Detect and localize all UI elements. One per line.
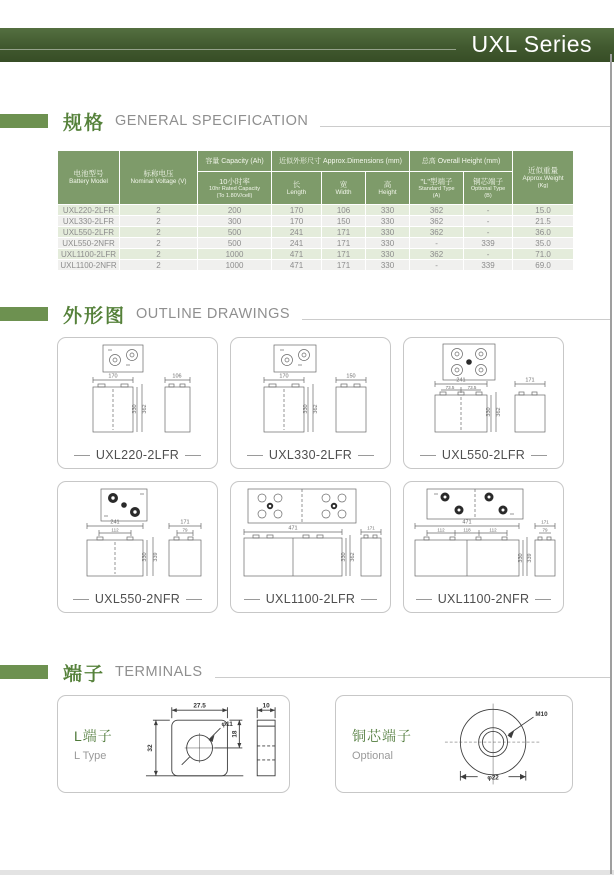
svg-text:M10: M10 [535,711,548,719]
outline-card-uxl550-2lfr [403,337,564,469]
col-battery-model: 电池型号 Battery Model [58,151,120,205]
svg-text:φ22: φ22 [487,774,499,782]
spec-table [57,150,574,271]
terminal-cards [57,695,614,793]
outline-drawing [237,486,384,582]
svg-text:471: 471 [462,519,472,526]
page-bottom-bar [0,870,614,875]
svg-text:112: 112 [437,527,445,533]
copper-label-en: Optional [352,750,393,762]
copper-terminal-drawing [418,698,572,790]
outline-card-uxl550-2nfr [57,481,218,613]
section-rule [215,677,612,678]
col-width: 宽 Width [322,172,366,205]
series-banner [0,28,614,62]
model-label: UXL550-2LFR [441,448,526,462]
section-marker [0,114,48,128]
col-standard-type: "L"型端子 Standard Type (A) [410,172,464,205]
table-row: UXL550-2NFR 2 500 241 171 330 - 339 35.0 [58,238,574,249]
svg-text:32: 32 [146,744,154,752]
label-line [416,599,432,600]
svg-text:339: 339 [527,553,533,563]
svg-text:φ11: φ11 [221,721,233,729]
svg-text:362: 362 [350,552,356,562]
svg-text:73.5: 73.5 [467,385,477,390]
outline-cards-grid [57,337,565,613]
label-line [244,599,260,600]
l-type-label-en: L Type [74,750,107,762]
svg-text:330: 330 [518,553,524,563]
svg-text:241: 241 [110,519,120,526]
svg-text:79: 79 [542,527,548,533]
spec-title-en: GENERAL SPECIFICATION [115,113,309,129]
svg-text:171: 171 [525,377,535,384]
svg-text:330: 330 [341,552,347,562]
model-label: UXL220-2LFR [95,448,180,462]
table-row: UXL1100-2NFR 2 1000 471 171 330 - 339 69.0 [58,260,574,271]
outline-title-zh: 外形图 [63,305,127,327]
label-line [247,455,263,456]
terminals-section-header [0,659,614,685]
table-row: UXL550-2LFR 2 500 241 171 330 362 - 36.0 [58,227,574,238]
svg-text:471: 471 [288,525,298,532]
terminals-title-zh: 端子 [63,663,106,685]
col-optional-type: 铜芯端子 Optional Type (B) [464,172,513,205]
series-title: UXL Series [471,31,592,57]
spec-section-header [0,108,614,134]
banner-divider-line [0,49,456,50]
model-label: UXL330-2LFR [268,448,353,462]
page-right-edge [610,54,612,874]
outline-drawing [410,342,557,438]
model-label: UXL550-2NFR [94,592,181,606]
l-type-label-zh: L端子 [74,728,113,744]
svg-text:18: 18 [231,730,239,738]
svg-text:330: 330 [303,404,309,414]
svg-text:330: 330 [486,407,492,417]
svg-text:106: 106 [172,373,182,380]
table-row: UXL1100-2LFR 2 1000 471 171 330 362 - 71.0 [58,249,574,260]
col-capacity-sub: 10小时率 10hr Rated Capacity (To 1.80V/cell) [198,172,272,205]
svg-text:73.5: 73.5 [445,385,455,390]
svg-text:241: 241 [456,377,466,384]
table-row: UXL330-2LFR 2 300 170 150 330 362 - 21.5 [58,216,574,227]
col-nominal-voltage: 标称电压 Nominal Voltage (V) [120,151,198,205]
outline-card-uxl220-2lfr [57,337,218,469]
svg-text:362: 362 [142,404,148,414]
terminal-card-copper [335,695,573,793]
svg-text:171: 171 [180,519,190,526]
label-line [186,599,202,600]
svg-text:170: 170 [108,373,118,380]
outline-card-uxl1100-2nfr [403,481,564,613]
outline-drawing [64,486,211,582]
svg-text:150: 150 [346,373,356,380]
col-capacity-group: 容量 Capacity (Ah) [198,151,272,172]
svg-text:171: 171 [367,525,375,531]
svg-text:118: 118 [463,527,471,533]
outline-card-uxl330-2lfr [230,337,391,469]
svg-text:10: 10 [262,702,270,710]
col-dimensions-group: 近似外形尺寸 Approx.Dimensions (mm) [272,151,410,172]
label-line [358,455,374,456]
col-weight: 近似重量 Approx.Weight (Kg) [513,151,574,205]
section-marker [0,665,48,679]
label-line [531,455,547,456]
model-label: UXL1100-2LFR [265,592,356,606]
svg-text:79: 79 [182,527,188,533]
l-type-drawing [140,698,289,790]
outline-section-header [0,301,614,327]
col-overall-group: 总高 Overall Height (mm) [410,151,513,172]
label-line [535,599,551,600]
label-line [185,455,201,456]
table-row: UXL220-2LFR 2 200 170 106 330 362 - 15.0 [58,205,574,216]
label-line [361,599,377,600]
label-line [74,455,90,456]
svg-text:112: 112 [489,527,497,533]
svg-text:170: 170 [279,373,289,380]
svg-text:330: 330 [142,552,148,562]
outline-drawing [237,342,384,438]
terminals-title-en: TERMINALS [115,664,203,680]
outline-drawing [410,486,557,582]
svg-text:171: 171 [541,519,549,525]
label-line [420,455,436,456]
copper-label-zh: 铜芯端子 [352,728,412,744]
spec-title-zh: 规格 [63,112,106,134]
outline-title-en: OUTLINE DRAWINGS [136,306,291,322]
svg-text:112: 112 [111,527,119,533]
terminal-card-l-type [57,695,290,793]
outline-card-uxl1100-2lfr [230,481,391,613]
svg-text:362: 362 [313,404,319,414]
section-rule [320,126,612,127]
col-length: 长 Length [272,172,322,205]
svg-text:27.5: 27.5 [193,702,206,710]
label-line [73,599,89,600]
section-rule [302,319,612,320]
svg-text:362: 362 [496,407,502,417]
svg-text:339: 339 [153,552,159,562]
svg-text:330: 330 [132,404,138,414]
model-label: UXL1100-2NFR [437,592,530,606]
outline-drawing [64,342,211,438]
col-height: 高 Height [366,172,410,205]
section-marker [0,307,48,321]
